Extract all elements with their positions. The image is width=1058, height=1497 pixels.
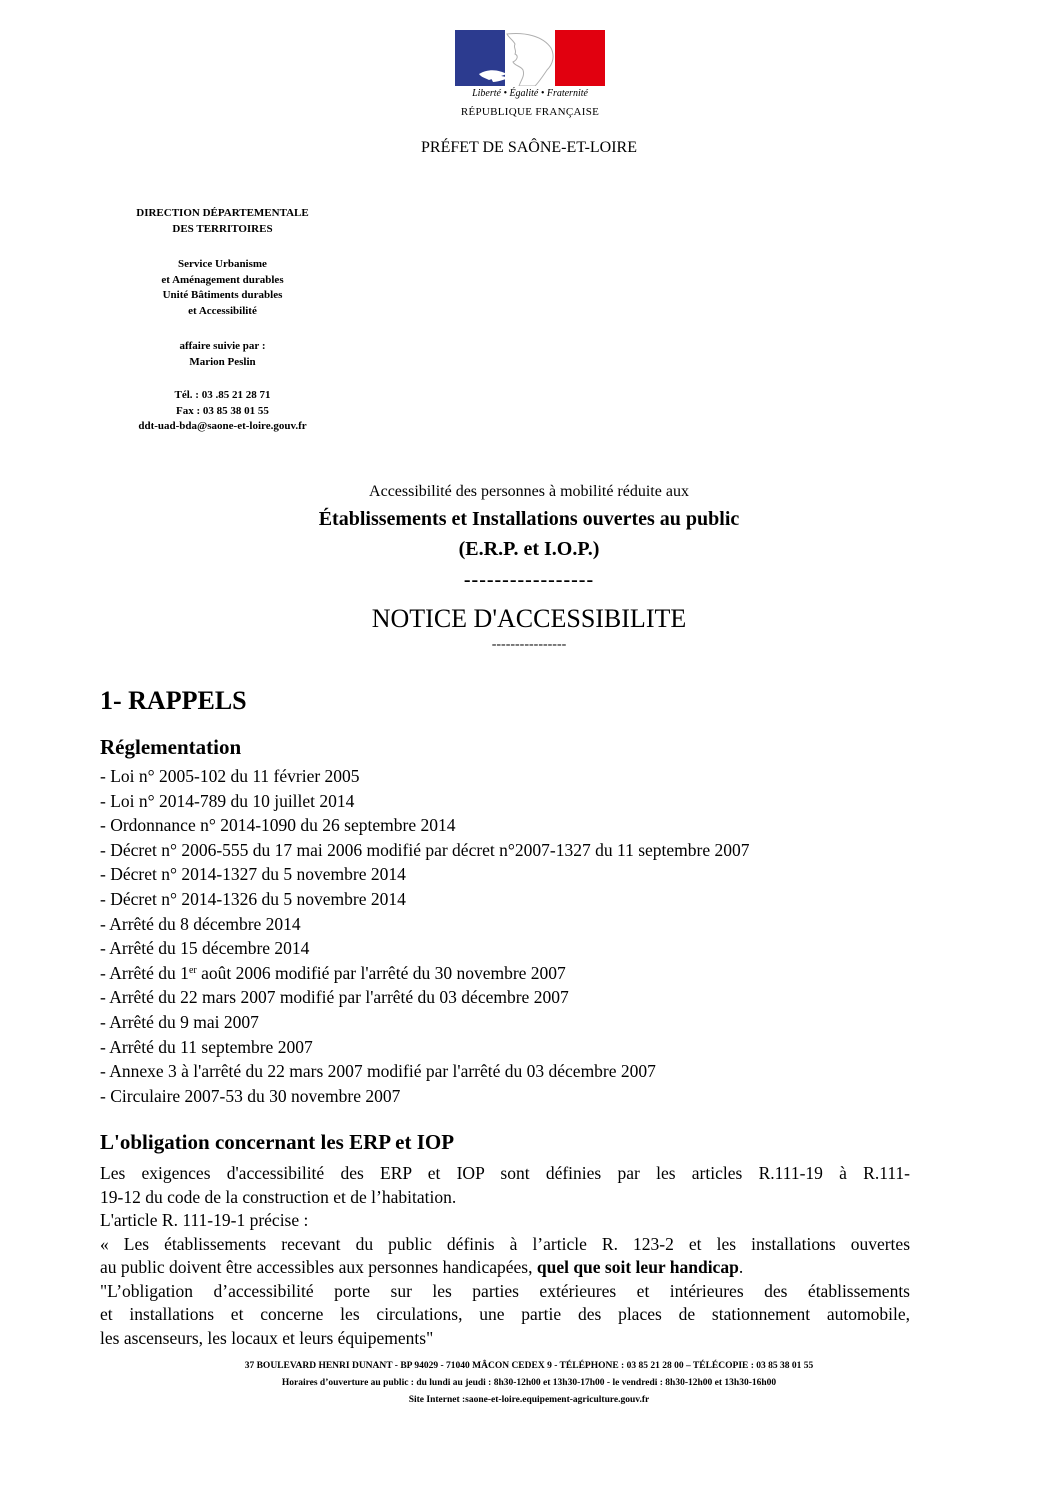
paragraph-line: 19-12 du code de la construction et de l’habitation.	[100, 1186, 457, 1207]
service-line: Unité Bâtiments durables	[162, 289, 283, 301]
direction-line: DES TERRITOIRES	[172, 222, 273, 235]
regulation-item: - Arrêté du 22 mars 2007 modifié par l'arrêté du 03 décembre 2007	[100, 987, 569, 1008]
quote-line: « Les établissements recevant du public définis à l’article R. 123-2 et les installations ouvertes	[100, 1233, 910, 1254]
ordinal-superscript: er	[188, 964, 197, 976]
regulation-item: - Arrêté du 11 septembre 2007	[100, 1036, 313, 1057]
regulation-item	[100, 961, 750, 986]
title-abbr: (E.R.P. et I.O.P.)	[458, 538, 600, 560]
title-main: Établissements et Installations ouvertes au public	[318, 508, 740, 530]
regulation-text: août 2006 modifié par l'arrêté du 30 novembre 2007	[196, 962, 566, 983]
regulation-item: - Arrêté du 8 décembre 2014	[100, 913, 301, 934]
regulation-item: - Loi n° 2014-789 du 10 juillet 2014	[100, 790, 355, 811]
quote-line	[100, 1256, 910, 1280]
logo-motto: Liberté • Égalité • Fraternité	[472, 88, 588, 99]
republique-francaise-logo	[455, 30, 605, 118]
notice-title: NOTICE D'ACCESSIBILITE	[371, 604, 687, 633]
title-subtitle: Accessibilité des personnes à mobilité réduite aux	[369, 483, 689, 500]
regulation-item: - Arrêté du 9 mai 2007	[100, 1011, 259, 1032]
marianne-flag-icon	[455, 30, 605, 86]
sidebar-direction	[100, 206, 345, 237]
logo-country: RÉPUBLIQUE FRANÇAISE	[460, 106, 600, 118]
service-line: et Aménagement durables	[161, 273, 284, 286]
regulation-item: - Décret n° 2006-555 du 17 mai 2006 modifié par décret n°2007-1327 du 11 septembre 2007	[100, 839, 750, 860]
regulation-item: - Annexe 3 à l'arrêté du 22 mars 2007 modifié par l'arrêté du 03 décembre 2007	[100, 1061, 656, 1082]
service-line: Service Urbanisme	[178, 258, 267, 270]
sidebar-contact	[100, 339, 345, 370]
quote-line: "L’obligation d’accessibilité porte sur les parties extérieures et intérieures des établissements	[100, 1280, 910, 1301]
sidebar-service	[100, 257, 345, 319]
contact-line: Marion Peslin	[189, 355, 256, 368]
quote-text: .	[738, 1257, 744, 1277]
quote-line: les ascenseurs, les locaux et leurs équipements"	[100, 1327, 434, 1348]
service-line: et Accessibilité	[188, 304, 257, 317]
phone-line: Tél. : 03 .85 21 28 71	[174, 389, 271, 401]
direction-line: DIRECTION DÉPARTEMENTALE	[136, 207, 309, 219]
regulation-item: - Décret n° 2014-1326 du 5 novembre 2014	[100, 888, 406, 909]
obligation-heading: L'obligation concernant les ERP et IOP	[100, 1130, 455, 1154]
reglementation-heading: Réglementation	[100, 735, 242, 759]
footer-website[interactable]: Site Internet :saone-et-loire.equipement-agriculture.gouv.fr	[408, 1395, 650, 1405]
footer-hours: Horaires d’ouverture au public : du lundi au jeudi : 8h30-12h00 et 13h30-17h00 - le vendredi : 8h30-12h00 et 13h30-16h00	[281, 1378, 777, 1388]
regulation-item: - Circulaire 2007-53 du 30 novembre 2007	[100, 1085, 401, 1106]
regulation-list	[100, 764, 750, 1108]
footer-address: 37 BOULEVARD HENRI DUNANT - BP 94029 - 71040 MÂCON CEDEX 9 - TÉLÉPHONE : 03 85 21 28 00 – TÉLÉCOPIE : 03 85 38 01 55	[244, 1361, 814, 1371]
section-heading-rappels: 1- RAPPELS	[100, 686, 247, 715]
paragraph-line: L'article R. 111-19-1 précise :	[100, 1210, 309, 1230]
quote-line: et installations et concerne les circulations, une partie des places de stationnement automobile,	[100, 1304, 910, 1324]
sidebar-phones	[100, 388, 345, 435]
regulation-item: - Loi n° 2005-102 du 11 février 2005	[100, 766, 360, 786]
regulation-item: - Ordonnance n° 2014-1090 du 26 septembre 2014	[100, 815, 456, 836]
obligation-paragraph	[100, 1162, 910, 1350]
contact-line: affaire suivie par :	[179, 340, 266, 352]
regulation-item: - Arrêté du 15 décembre 2014	[100, 938, 310, 959]
notice-separator: ----------------	[491, 637, 567, 652]
regulation-text: - Arrêté du 1	[100, 962, 189, 983]
regulation-item: - Décret n° 2014-1327 du 5 novembre 2014	[100, 864, 406, 885]
title-separator: -----------------	[463, 569, 595, 591]
prefet-heading: PRÉFET DE SAÔNE-ET-LOIRE	[421, 139, 637, 156]
fax-line: Fax : 03 85 38 01 55	[176, 404, 269, 417]
quote-emphasis: quel que soit leur handicap	[536, 1257, 739, 1277]
paragraph-line: Les exigences d'accessibilité des ERP et IOP sont définies par les articles R.111-19 à R.111-	[100, 1163, 910, 1183]
email-line[interactable]: ddt-uad-bda@saone-et-loire.gouv.fr	[138, 420, 307, 432]
quote-text: au public doivent être accessibles aux personnes handicapées,	[100, 1257, 537, 1277]
